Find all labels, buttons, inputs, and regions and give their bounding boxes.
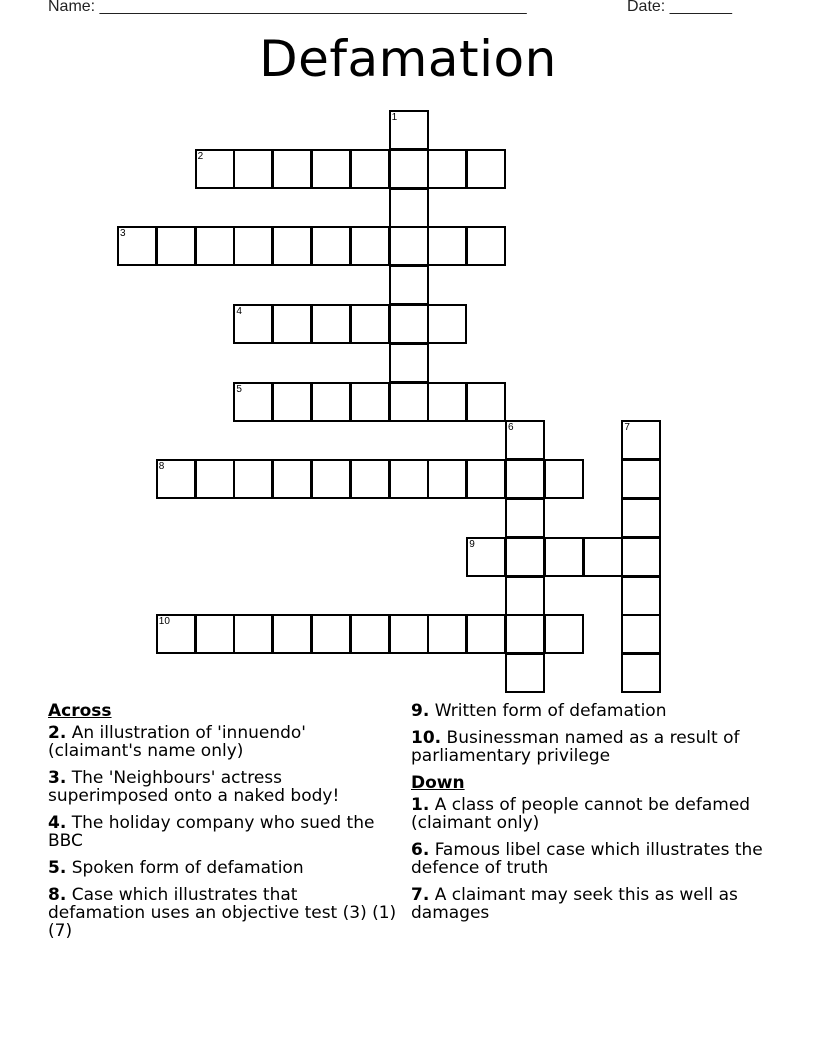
crossword-cell[interactable]: [311, 382, 351, 422]
crossword-cell[interactable]: [621, 420, 661, 460]
crossword-cell[interactable]: [156, 614, 196, 654]
crossword-cell[interactable]: [427, 459, 467, 499]
crossword-cell[interactable]: [350, 382, 390, 422]
crossword-cell[interactable]: [272, 382, 312, 422]
cell-number: 6: [508, 422, 514, 434]
crossword-cell[interactable]: [117, 226, 157, 266]
date-field: Date: _______: [627, 0, 732, 15]
crossword-cell[interactable]: [389, 614, 429, 654]
clue-across-3: 3. The 'Neighbours' actress superimposed onto a naked body!: [48, 768, 340, 806]
crossword-cell[interactable]: [195, 149, 235, 189]
clue-down-1: 1. A class of people cannot be defamed (claimant only): [411, 795, 751, 833]
crossword-cell[interactable]: [389, 188, 429, 228]
crossword-cell[interactable]: [350, 304, 390, 344]
crossword-cell[interactable]: [389, 226, 429, 266]
cell-number: 2: [197, 150, 204, 162]
crossword-cell[interactable]: [621, 576, 661, 616]
clue-number: 1: [411, 795, 423, 815]
clue-across-8: 8. Case which illustrates that defamation uses an objective test (3) (1) (7): [48, 885, 397, 941]
clue-text: Written form of defamation: [434, 701, 667, 721]
across-heading: Across: [48, 701, 112, 721]
crossword-cell[interactable]: [466, 537, 506, 577]
clues-column-right: [411, 702, 771, 931]
crossword-cell[interactable]: [466, 226, 506, 266]
clue-number: 2: [48, 723, 60, 743]
crossword-cell[interactable]: [427, 614, 467, 654]
crossword-cell[interactable]: [389, 382, 429, 422]
crossword-cell[interactable]: [233, 459, 273, 499]
crossword-cell[interactable]: [195, 459, 235, 499]
cell-number: 1: [391, 112, 398, 123]
crossword-cell[interactable]: [544, 614, 584, 654]
crossword-cell[interactable]: [233, 614, 273, 654]
crossword-cell[interactable]: [311, 304, 351, 344]
clue-text: Famous libel case which illustrates the defence of truth: [411, 840, 763, 878]
crossword-cell[interactable]: [156, 459, 196, 499]
crossword-cell[interactable]: [389, 110, 429, 150]
clue-across-9: 9. Written form of defamation: [411, 701, 667, 721]
crossword-cell[interactable]: [505, 576, 545, 616]
clue-number: 9: [411, 701, 423, 721]
crossword-cell[interactable]: [427, 226, 467, 266]
clues-column-left: [48, 702, 400, 949]
crossword-cell[interactable]: [272, 149, 312, 189]
crossword-cell[interactable]: [233, 149, 273, 189]
crossword-cell[interactable]: [272, 226, 312, 266]
clue-down-6: 6. Famous libel case which illustrates the defence of truth: [411, 840, 763, 878]
clue-number: 5: [48, 858, 60, 878]
down-heading: Down: [411, 773, 465, 793]
clue-number: 6: [411, 840, 423, 860]
crossword-cell[interactable]: [505, 537, 545, 577]
crossword-cell[interactable]: [466, 614, 506, 654]
crossword-cell[interactable]: [272, 459, 312, 499]
name-field: Name: ________________________________________________: [48, 0, 527, 15]
crossword-cell[interactable]: [272, 304, 312, 344]
cell-number: 4: [236, 306, 242, 317]
clue-across-10: 10. Businessman named as a result of parliamentary privilege: [411, 728, 740, 766]
crossword-cell[interactable]: [427, 304, 467, 344]
clue-across-5: 5. Spoken form of defamation: [48, 858, 304, 878]
cell-number: 7: [624, 422, 630, 434]
crossword-cell[interactable]: [233, 304, 273, 344]
clue-number: 4: [48, 813, 60, 833]
crossword-cell[interactable]: [195, 226, 235, 266]
clue-number: 10: [411, 728, 435, 748]
clue-text: A class of people cannot be defamed (claimant only): [411, 795, 751, 833]
cell-number: 10: [158, 616, 170, 628]
clue-number: 8: [48, 885, 60, 905]
crossword-cell[interactable]: [466, 459, 506, 499]
page-title: Defamation: [259, 30, 557, 88]
crossword-cell[interactable]: [233, 226, 273, 266]
clue-text: Case which illustrates that defamation uses an objective test (3) (1) (7): [48, 885, 397, 941]
crossword-cell[interactable]: [466, 382, 506, 422]
crossword-cell[interactable]: [350, 459, 390, 499]
crossword-cell[interactable]: [311, 614, 351, 654]
crossword-cell[interactable]: [621, 537, 661, 577]
crossword-cell[interactable]: [427, 149, 467, 189]
crossword-cell[interactable]: [505, 653, 545, 693]
cell-number: 3: [120, 228, 126, 240]
crossword-cell[interactable]: [583, 537, 623, 577]
crossword-cell[interactable]: [389, 343, 429, 383]
clue-text: Spoken form of defamation: [71, 858, 304, 878]
clue-number: 7: [411, 885, 423, 905]
crossword-cell[interactable]: [505, 459, 545, 499]
cell-number: 9: [469, 538, 475, 550]
crossword-cell[interactable]: [350, 614, 390, 654]
crossword-cell[interactable]: [311, 149, 351, 189]
crossword-cell[interactable]: [544, 537, 584, 577]
clue-text: A claimant may seek this as well as damages: [411, 885, 738, 923]
crossword-cell[interactable]: [466, 149, 506, 189]
clue-across-2: 2. An illustration of 'innuendo' (claimant's name only): [48, 723, 306, 761]
crossword-cell[interactable]: [621, 498, 661, 538]
crossword-cell[interactable]: [505, 614, 545, 654]
crossword-cell[interactable]: [156, 226, 196, 266]
crossword-cell[interactable]: [427, 382, 467, 422]
crossword-cell[interactable]: [195, 614, 235, 654]
clue-text: Businessman named as a result of parliamentary privilege: [411, 728, 740, 766]
crossword-cell[interactable]: [389, 149, 429, 189]
crossword-cell[interactable]: [621, 653, 661, 693]
clue-text: An illustration of 'innuendo' (claimant's name only): [48, 723, 306, 761]
clue-text: The 'Neighbours' actress superimposed onto a naked body!: [48, 768, 340, 806]
crossword-cell[interactable]: [621, 459, 661, 499]
clue-text: The holiday company who sued the BBC: [48, 813, 375, 851]
crossword-cell[interactable]: [233, 382, 273, 422]
crossword-cell[interactable]: [311, 226, 351, 266]
crossword-cell[interactable]: [389, 459, 429, 499]
crossword-cell[interactable]: [544, 459, 584, 499]
clue-across-4: 4. The holiday company who sued the BBC: [48, 813, 375, 851]
crossword-cell[interactable]: [505, 420, 545, 460]
crossword-cell[interactable]: [621, 614, 661, 654]
clue-number: 3: [48, 768, 60, 788]
crossword-cell[interactable]: [350, 149, 390, 189]
crossword-cell[interactable]: [505, 498, 545, 538]
crossword-cell[interactable]: [350, 226, 390, 266]
crossword-cell[interactable]: [272, 614, 312, 654]
crossword-cell[interactable]: [389, 265, 429, 305]
clue-down-7: 7. A claimant may seek this as well as damages: [411, 885, 738, 923]
crossword-cell[interactable]: [311, 459, 351, 499]
cell-number: 8: [158, 461, 165, 473]
crossword-cell[interactable]: [389, 304, 429, 344]
cell-number: 5: [236, 383, 242, 395]
